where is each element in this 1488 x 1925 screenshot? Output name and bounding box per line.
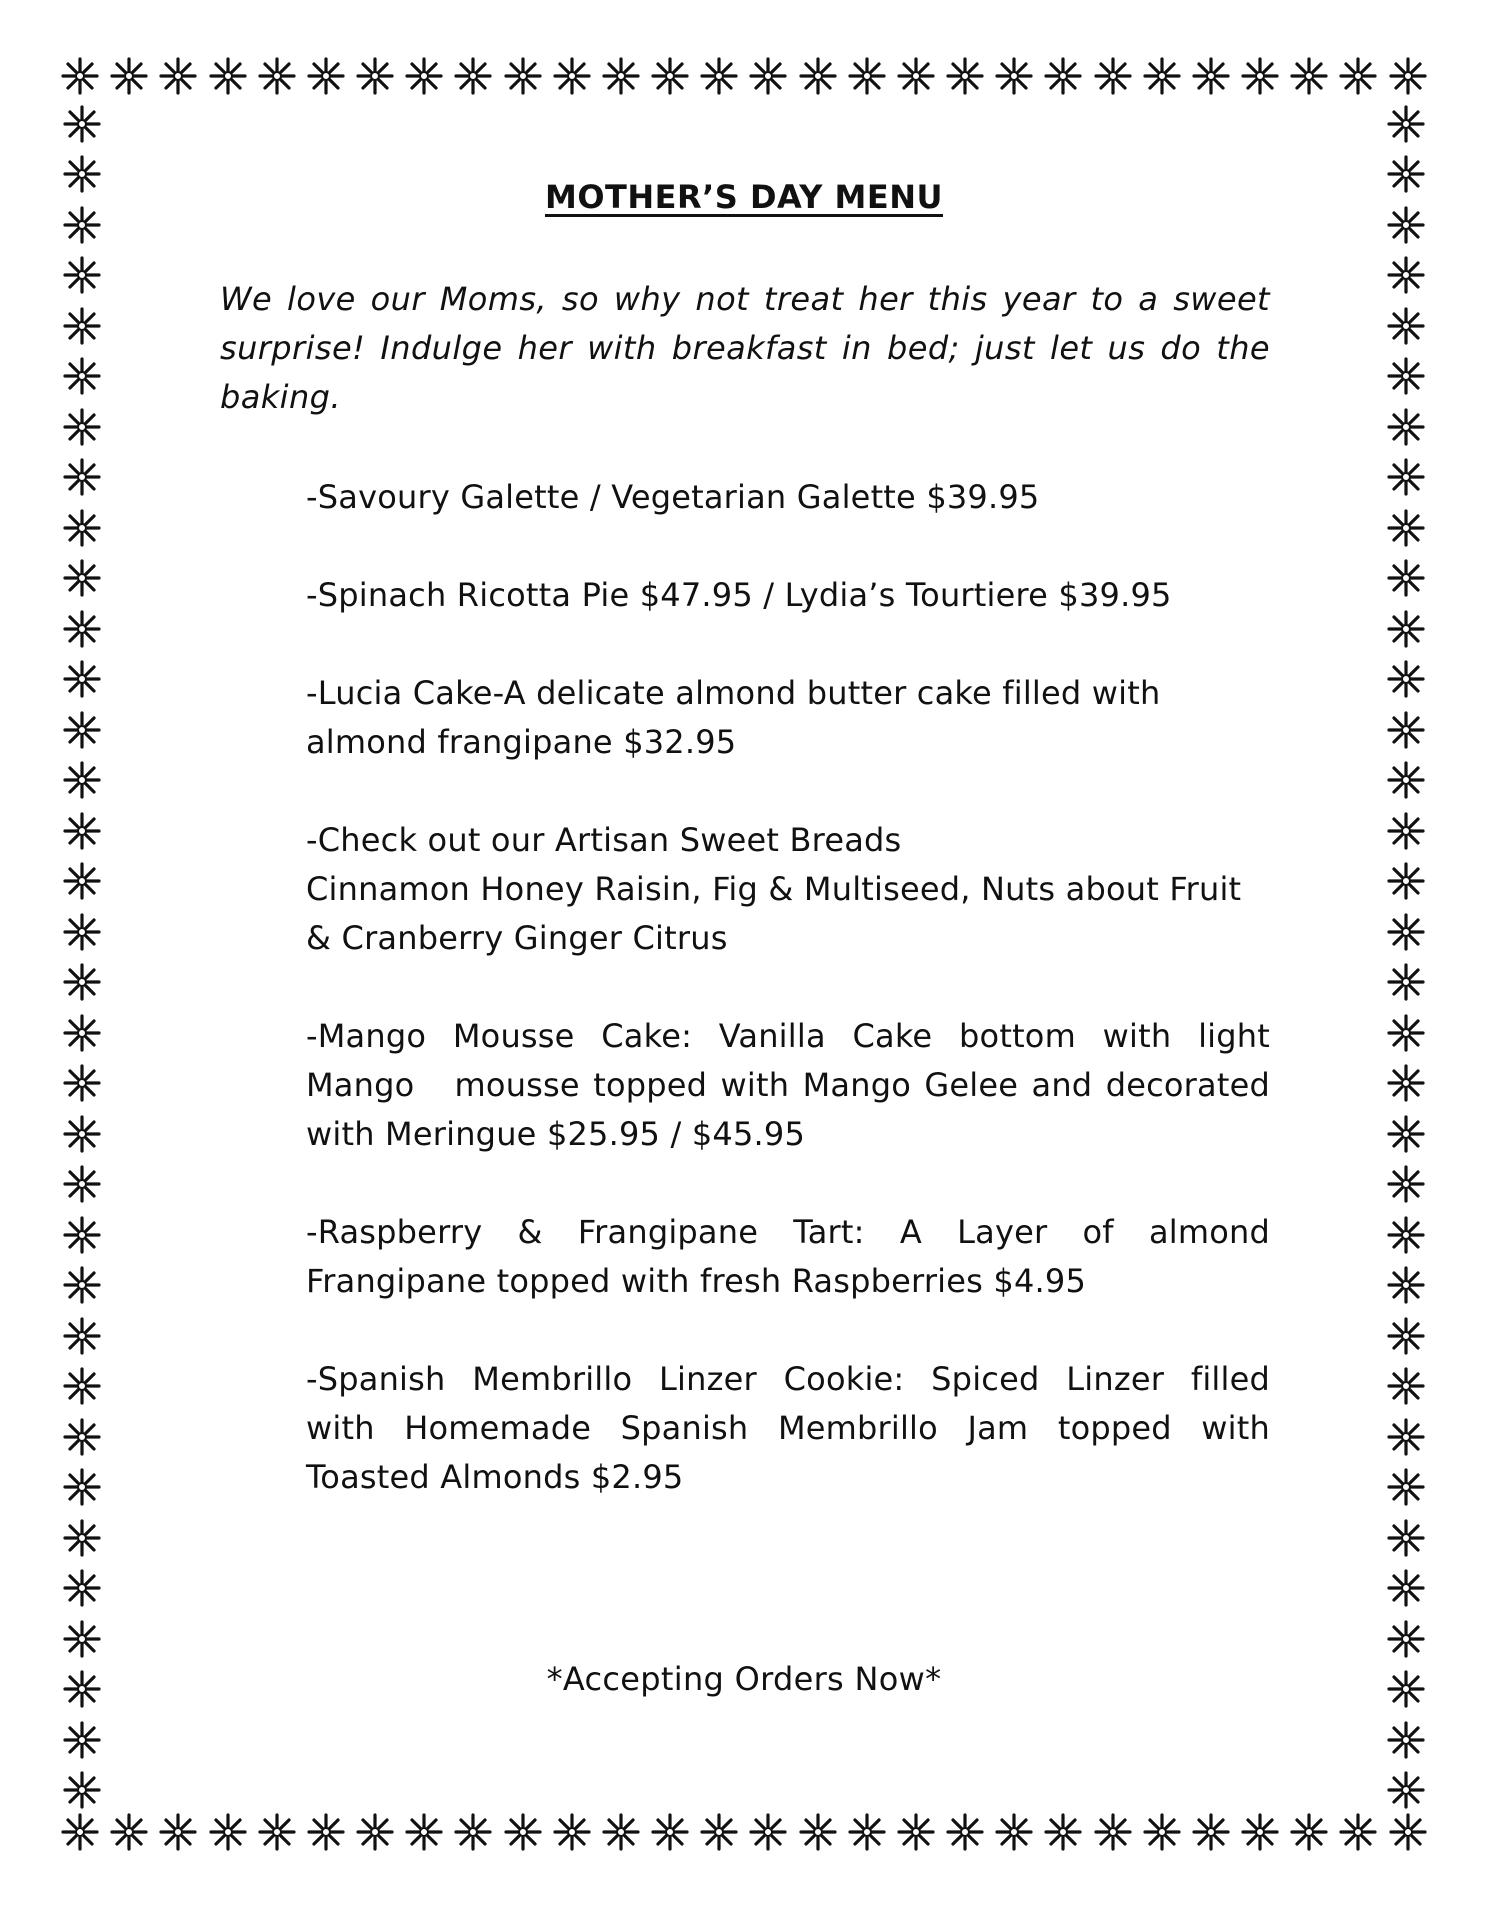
asterisk-flower-icon xyxy=(355,56,395,96)
asterisk-flower-icon xyxy=(994,1812,1034,1852)
menu-item-spinach-ricotta-pie xyxy=(306,571,1270,620)
asterisk-flower-icon xyxy=(404,56,444,96)
asterisk-flower-icon xyxy=(1386,356,1426,396)
asterisk-flower-icon xyxy=(1386,1568,1426,1608)
asterisk-flower-icon xyxy=(1386,760,1426,800)
menu-item-lucia-cake xyxy=(306,669,1270,767)
menu-title: MOTHER’S DAY MENU xyxy=(544,178,944,216)
menu-item-list xyxy=(306,473,1270,1551)
asterisk-flower-icon xyxy=(62,508,102,548)
asterisk-flower-icon xyxy=(1386,1417,1426,1457)
asterisk-flower-icon xyxy=(1338,56,1378,96)
asterisk-flower-icon xyxy=(1240,1812,1280,1852)
menu-item-line: with Meringue $25.95 / $45.95 xyxy=(306,1115,806,1153)
asterisk-flower-icon xyxy=(109,1812,149,1852)
asterisk-flower-icon xyxy=(62,1215,102,1255)
asterisk-flower-icon xyxy=(1386,1518,1426,1558)
asterisk-flower-icon xyxy=(503,1812,543,1852)
asterisk-flower-icon xyxy=(1386,1114,1426,1154)
asterisk-flower-icon xyxy=(1142,1812,1182,1852)
asterisk-flower-icon xyxy=(453,1812,493,1852)
asterisk-flower-icon xyxy=(158,56,198,96)
accepting-orders-note: *Accepting Orders Now* xyxy=(546,1660,942,1698)
asterisk-flower-icon xyxy=(503,56,543,96)
asterisk-flower-icon xyxy=(798,56,838,96)
asterisk-flower-icon xyxy=(699,56,739,96)
menu-item-line: -Spinach Ricotta Pie $47.95 / Lydia’s Tourtiere $39.95 xyxy=(306,576,1172,614)
menu-item-raspberry-frangipane-tart xyxy=(306,1208,1270,1306)
asterisk-flower-icon xyxy=(945,1812,985,1852)
menu-item-line: -Raspberry & Frangipane Tart: A Layer of almond xyxy=(306,1213,1270,1251)
asterisk-flower-icon xyxy=(1142,56,1182,96)
asterisk-flower-icon xyxy=(552,1812,592,1852)
border-left xyxy=(60,104,104,1810)
asterisk-flower-icon xyxy=(748,56,788,96)
asterisk-flower-icon xyxy=(1043,56,1083,96)
asterisk-flower-icon xyxy=(1386,710,1426,750)
asterisk-flower-icon xyxy=(62,1114,102,1154)
asterisk-flower-icon xyxy=(1386,1366,1426,1406)
intro-paragraph: We love our Moms, so why not treat her this year to a sweet surprise! Indulge her with breakfast in bed; just let us do the baking. xyxy=(220,280,1270,416)
menu-item-line: Cinnamon Honey Raisin, Fig & Multiseed, Nuts about Fruit xyxy=(306,870,1242,908)
menu-item-line: -Savoury Galette / Vegetarian Galette $39.95 xyxy=(306,478,1040,516)
asterisk-flower-icon xyxy=(847,1812,887,1852)
asterisk-flower-icon xyxy=(1386,609,1426,649)
asterisk-flower-icon xyxy=(62,710,102,750)
asterisk-flower-icon xyxy=(1388,56,1428,96)
asterisk-flower-icon xyxy=(1388,1812,1428,1852)
menu-item-line: with Homemade Spanish Membrillo Jam topped with xyxy=(306,1409,1270,1447)
asterisk-flower-icon xyxy=(1386,457,1426,497)
asterisk-flower-icon xyxy=(1289,56,1329,96)
asterisk-flower-icon xyxy=(1386,1467,1426,1507)
asterisk-flower-icon xyxy=(257,1812,297,1852)
asterisk-flower-icon xyxy=(109,56,149,96)
menu-item-line: Mango mousse topped with Mango Gelee and decorated xyxy=(306,1066,1270,1104)
asterisk-flower-icon xyxy=(1386,811,1426,851)
asterisk-flower-icon xyxy=(62,1316,102,1356)
asterisk-flower-icon xyxy=(62,1417,102,1457)
asterisk-flower-icon xyxy=(62,962,102,1002)
asterisk-flower-icon xyxy=(60,1812,100,1852)
border-top xyxy=(60,54,1428,98)
asterisk-flower-icon xyxy=(1093,56,1133,96)
asterisk-flower-icon xyxy=(1386,1013,1426,1053)
asterisk-flower-icon xyxy=(257,56,297,96)
asterisk-flower-icon xyxy=(62,1164,102,1204)
asterisk-flower-icon xyxy=(355,1812,395,1852)
asterisk-flower-icon xyxy=(1386,1063,1426,1103)
asterisk-flower-icon xyxy=(1386,962,1426,1002)
asterisk-flower-icon xyxy=(650,1812,690,1852)
asterisk-flower-icon xyxy=(62,861,102,901)
asterisk-flower-icon xyxy=(1386,1316,1426,1356)
asterisk-flower-icon xyxy=(453,56,493,96)
menu-item-line: Frangipane topped with fresh Raspberries $4.95 xyxy=(306,1262,1087,1300)
asterisk-flower-icon xyxy=(601,1812,641,1852)
asterisk-flower-icon xyxy=(62,1770,102,1810)
menu-item-savoury-galette xyxy=(306,473,1270,522)
asterisk-flower-icon xyxy=(158,1812,198,1852)
asterisk-flower-icon xyxy=(62,760,102,800)
menu-item-line: -Check out our Artisan Sweet Breads xyxy=(306,821,902,859)
asterisk-flower-icon xyxy=(62,659,102,699)
asterisk-flower-icon xyxy=(62,1366,102,1406)
menu-item-line: & Cranberry Ginger Citrus xyxy=(306,919,728,957)
asterisk-flower-icon xyxy=(1386,1770,1426,1810)
asterisk-flower-icon xyxy=(1386,255,1426,295)
asterisk-flower-icon xyxy=(62,356,102,396)
asterisk-flower-icon xyxy=(62,609,102,649)
asterisk-flower-icon xyxy=(208,1812,248,1852)
asterisk-flower-icon xyxy=(1093,1812,1133,1852)
asterisk-flower-icon xyxy=(1386,104,1426,144)
asterisk-flower-icon xyxy=(1386,558,1426,598)
asterisk-flower-icon xyxy=(847,56,887,96)
asterisk-flower-icon xyxy=(62,1013,102,1053)
asterisk-flower-icon xyxy=(62,407,102,447)
asterisk-flower-icon xyxy=(1386,912,1426,952)
asterisk-flower-icon xyxy=(1386,306,1426,346)
asterisk-flower-icon xyxy=(1043,1812,1083,1852)
asterisk-flower-icon xyxy=(1386,508,1426,548)
asterisk-flower-icon xyxy=(798,1812,838,1852)
asterisk-flower-icon xyxy=(62,306,102,346)
asterisk-flower-icon xyxy=(1386,1215,1426,1255)
asterisk-flower-icon xyxy=(208,56,248,96)
asterisk-flower-icon xyxy=(1191,56,1231,96)
asterisk-flower-icon xyxy=(60,56,100,96)
asterisk-flower-icon xyxy=(748,1812,788,1852)
asterisk-flower-icon xyxy=(404,1812,444,1852)
asterisk-flower-icon xyxy=(62,811,102,851)
menu-item-artisan-sweet-breads xyxy=(306,816,1270,963)
asterisk-flower-icon xyxy=(1338,1812,1378,1852)
asterisk-flower-icon xyxy=(62,1619,102,1659)
asterisk-flower-icon xyxy=(62,558,102,598)
asterisk-flower-icon xyxy=(62,104,102,144)
asterisk-flower-icon xyxy=(1386,861,1426,901)
menu-item-line: -Spanish Membrillo Linzer Cookie: Spiced Linzer filled xyxy=(306,1360,1270,1398)
menu-item-line: -Lucia Cake-A delicate almond butter cake filled with xyxy=(306,674,1161,712)
asterisk-flower-icon xyxy=(306,1812,346,1852)
menu-item-line: -Mango Mousse Cake: Vanilla Cake bottom with light xyxy=(306,1017,1270,1055)
asterisk-flower-icon xyxy=(62,1467,102,1507)
asterisk-flower-icon xyxy=(62,457,102,497)
asterisk-flower-icon xyxy=(62,1518,102,1558)
asterisk-flower-icon xyxy=(1386,407,1426,447)
asterisk-flower-icon xyxy=(62,1568,102,1608)
menu-item-line: Toasted Almonds $2.95 xyxy=(306,1458,684,1496)
asterisk-flower-icon xyxy=(1386,659,1426,699)
asterisk-flower-icon xyxy=(994,56,1034,96)
asterisk-flower-icon xyxy=(896,56,936,96)
border-bottom xyxy=(60,1810,1428,1854)
asterisk-flower-icon xyxy=(1240,56,1280,96)
asterisk-flower-icon xyxy=(62,1063,102,1103)
asterisk-flower-icon xyxy=(650,56,690,96)
asterisk-flower-icon xyxy=(1386,1164,1426,1204)
menu-item-line: almond frangipane $32.95 xyxy=(306,723,737,761)
asterisk-flower-icon xyxy=(1386,1265,1426,1305)
asterisk-flower-icon xyxy=(1191,1812,1231,1852)
asterisk-flower-icon xyxy=(1386,1720,1426,1760)
asterisk-flower-icon xyxy=(601,56,641,96)
border-right xyxy=(1384,104,1428,1810)
menu-item-membrillo-linzer-cookie xyxy=(306,1355,1270,1502)
asterisk-flower-icon xyxy=(62,1720,102,1760)
asterisk-flower-icon xyxy=(306,56,346,96)
asterisk-flower-icon xyxy=(1386,1619,1426,1659)
asterisk-flower-icon xyxy=(552,56,592,96)
asterisk-flower-icon xyxy=(945,56,985,96)
asterisk-flower-icon xyxy=(1289,1812,1329,1852)
asterisk-flower-icon xyxy=(896,1812,936,1852)
asterisk-flower-icon xyxy=(62,1265,102,1305)
asterisk-flower-icon xyxy=(62,912,102,952)
menu-item-mango-mousse-cake xyxy=(306,1012,1270,1159)
asterisk-flower-icon xyxy=(699,1812,739,1852)
asterisk-flower-icon xyxy=(62,255,102,295)
